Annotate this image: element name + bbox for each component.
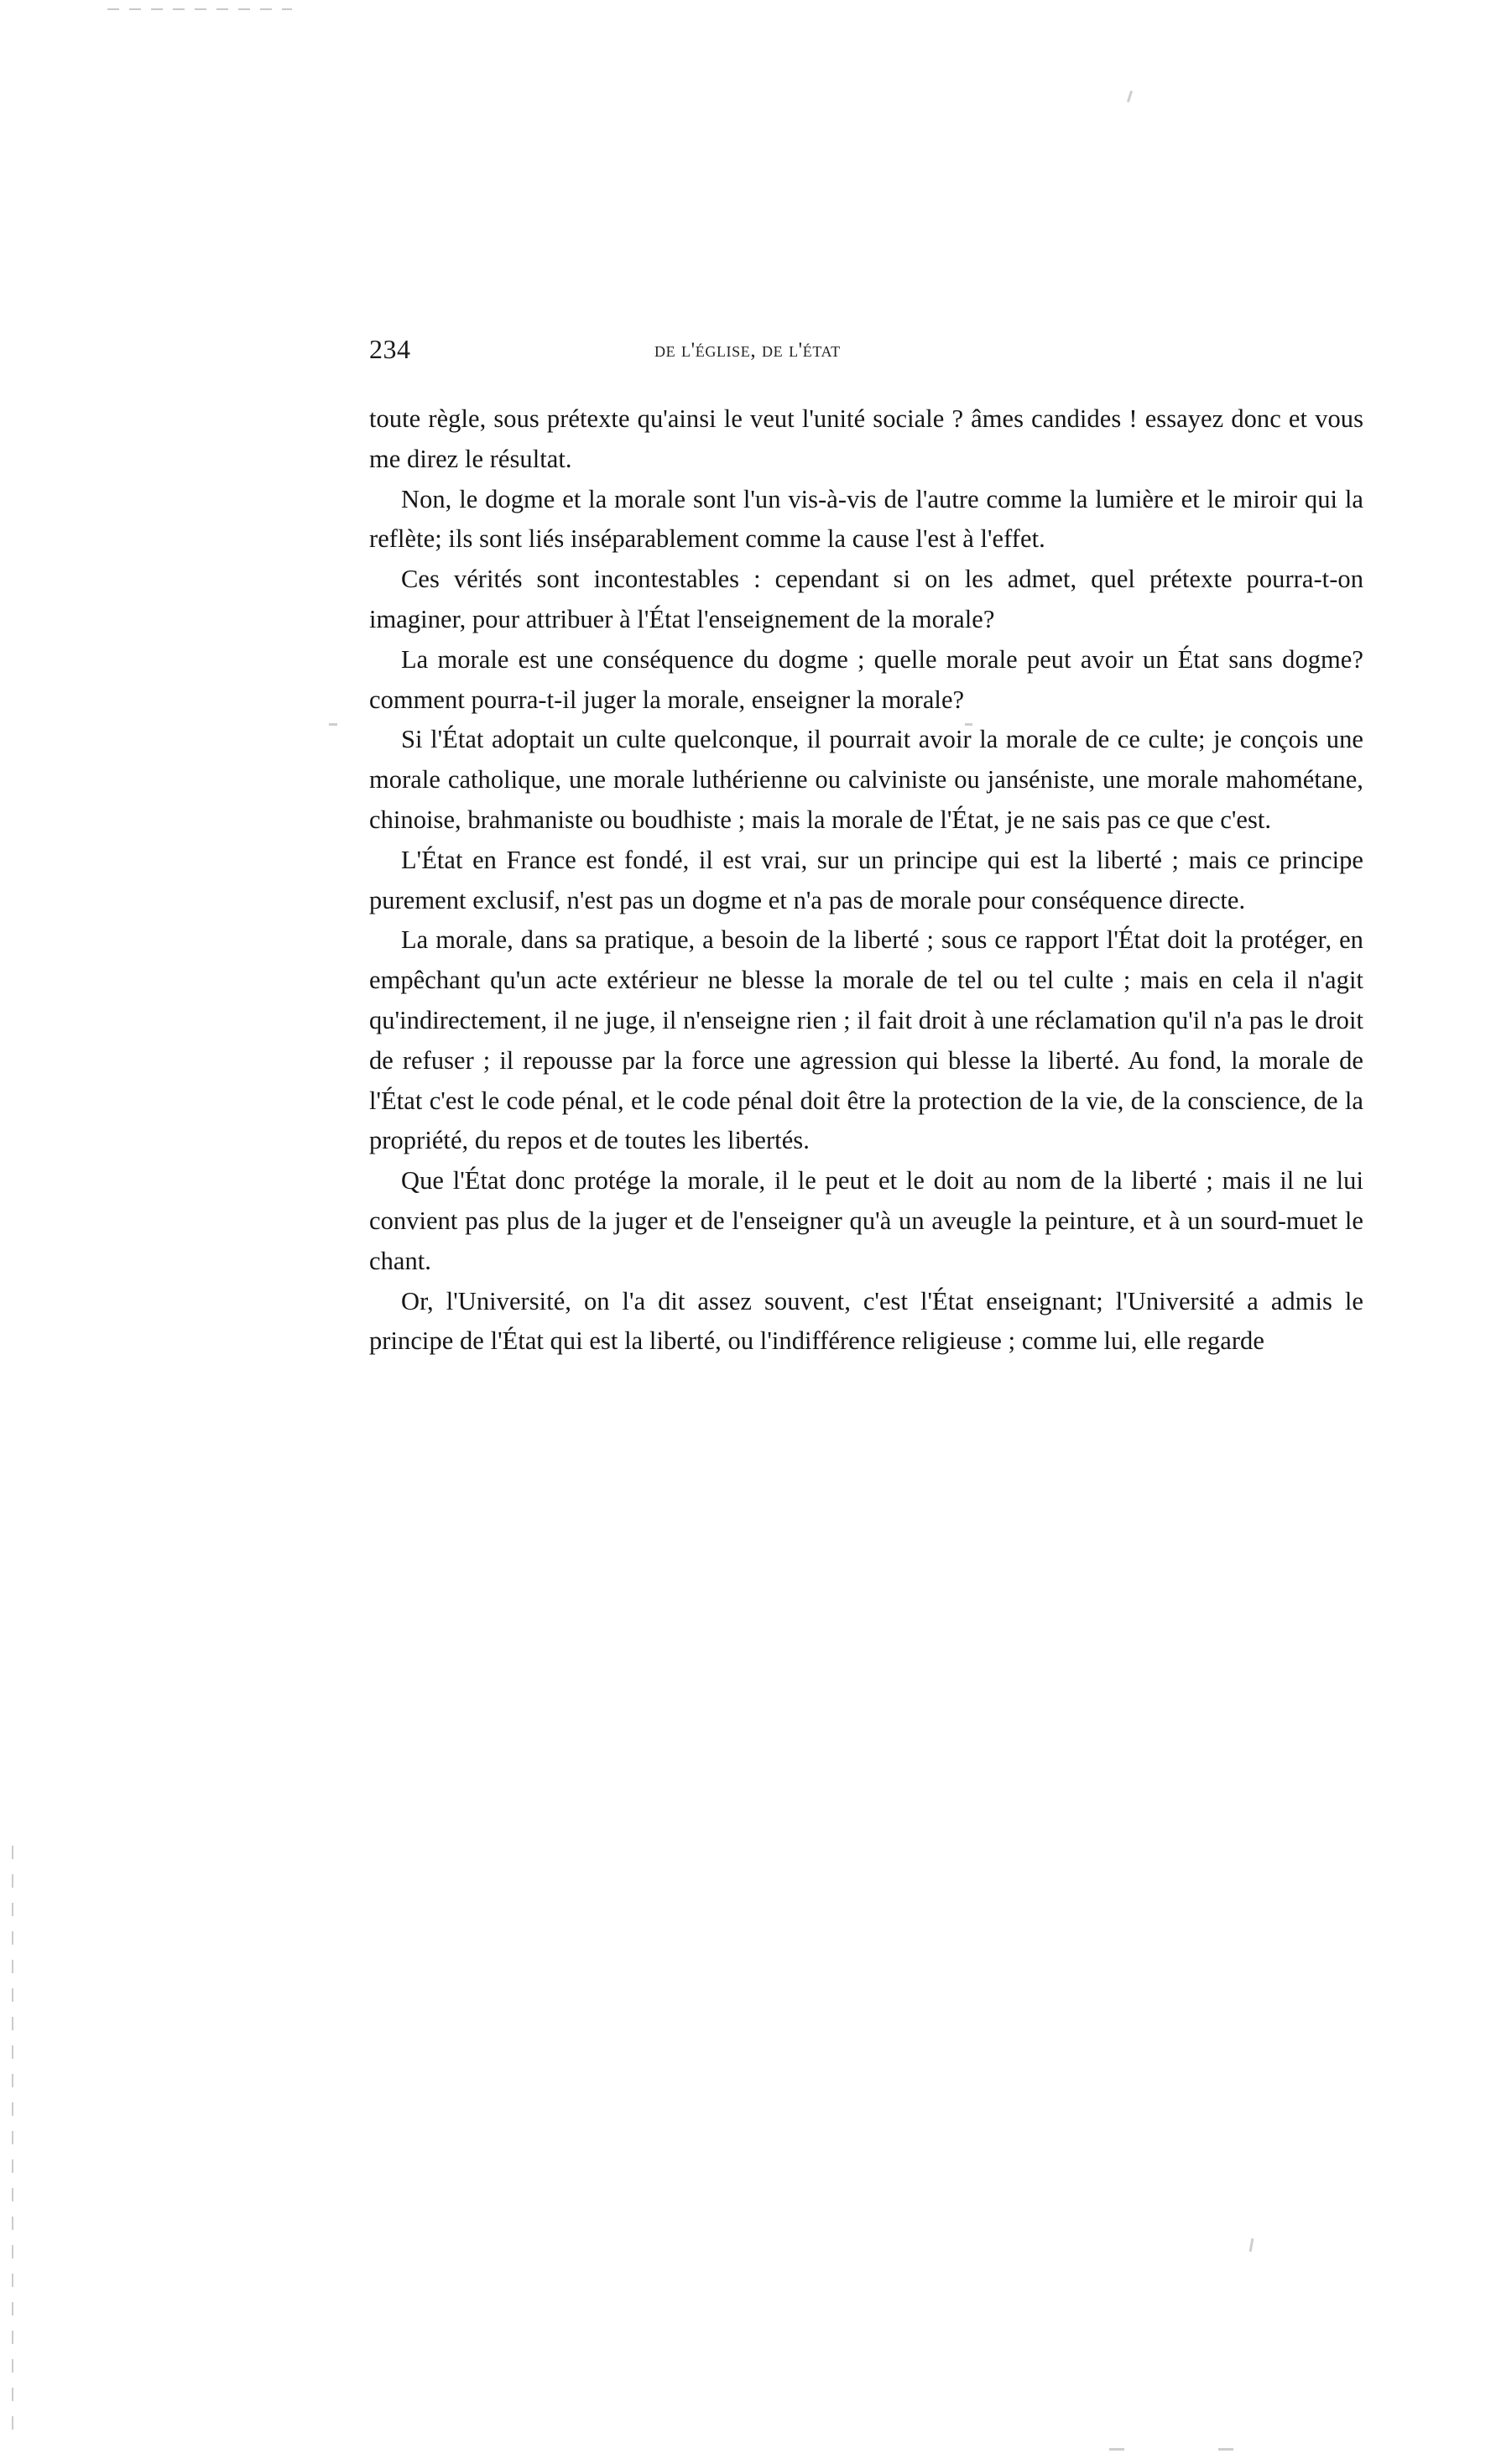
paragraph: Ces vérités sont incontestables : cependant si on les admet, quel prétexte pourra-t-on imaginer, pour attribuer à l'État l'enseignement de la morale? bbox=[369, 565, 1363, 633]
paragraph: Que l'État donc protége la morale, il le peut et le doit au nom de la liberté ; mais il ne lui convient pas plus de la juger et de l'enseigner qu'à un aveugle la peinture, et à un sourd-muet le chant. bbox=[369, 1166, 1363, 1275]
scan-speck bbox=[1218, 2448, 1233, 2451]
scan-artifact-top-dashes bbox=[107, 8, 292, 10]
paragraph: La morale, dans sa pratique, a besoin de la liberté ; sous ce rapport l'État doit la protéger, en empêchant qu'un acte extérieur ne blesse la morale de tel ou tel culte ; mais en cela il n'agit qu'indirectement, il ne juge, il n'enseigne rien ; il fait droit à une réclamation qu'il n'a pas le droit de refuser ; il repousse par la force une agression qui blesse la liberté. Au fond, la morale de l'État c'est le code pénal, et le code pénal doit être la protection de la vie, de la conscience, de la propriété, du repos et de toutes les libertés. bbox=[369, 925, 1363, 1155]
scan-artifact-left-dashes bbox=[12, 1846, 13, 2433]
page-number: 234 bbox=[369, 334, 411, 364]
scan-speck bbox=[1109, 2448, 1124, 2451]
paragraph: toute règle, sous prétexte qu'ainsi le veut l'unité sociale ? âmes candides ! essayez donc et vous me direz le résultat. bbox=[369, 404, 1363, 473]
paragraph: L'État en France est fondé, il est vrai, sur un principe qui est la liberté ; mais ce principe purement exclusif, n'est pas un dogme et n'a pas de morale pour conséquence directe. bbox=[369, 845, 1363, 914]
paragraph: Or, l'Université, on l'a dit assez souvent, c'est l'État enseignant; l'Université a admis le principe de l'État qui est la liberté, ou l'indifférence religieuse ; comme lui, elle regarde bbox=[369, 1286, 1363, 1356]
paragraph: Non, le dogme et la morale sont l'un vis-à-vis de l'autre comme la lumière et le miroir qui la reflète; ils sont liés inséparablement comme la cause l'est à l'effet. bbox=[369, 484, 1363, 554]
paragraph: La morale est une conséquence du dogme ; quelle morale peut avoir un État sans dogme? comment pourra-t-il juger la morale, enseigner la morale? bbox=[369, 644, 1363, 714]
paragraph: Si l'État adoptait un culte quelconque, il pourrait avoir la morale de ce culte; je conçois une morale catholique, une morale luthérienne ou calviniste ou janséniste, une morale mahométane, chinoise, brahmaniste ou boudhiste ; mais la morale de l'État, je ne sais pas ce que c'est. bbox=[369, 725, 1363, 834]
running-title: de l'église, de l'état bbox=[654, 339, 841, 362]
body-text bbox=[369, 399, 1363, 1362]
page-content bbox=[369, 334, 1363, 1362]
page-header bbox=[369, 334, 1363, 381]
scan-speck bbox=[329, 723, 337, 726]
scan-speck bbox=[1249, 2238, 1254, 2252]
scan-speck bbox=[1127, 91, 1133, 102]
